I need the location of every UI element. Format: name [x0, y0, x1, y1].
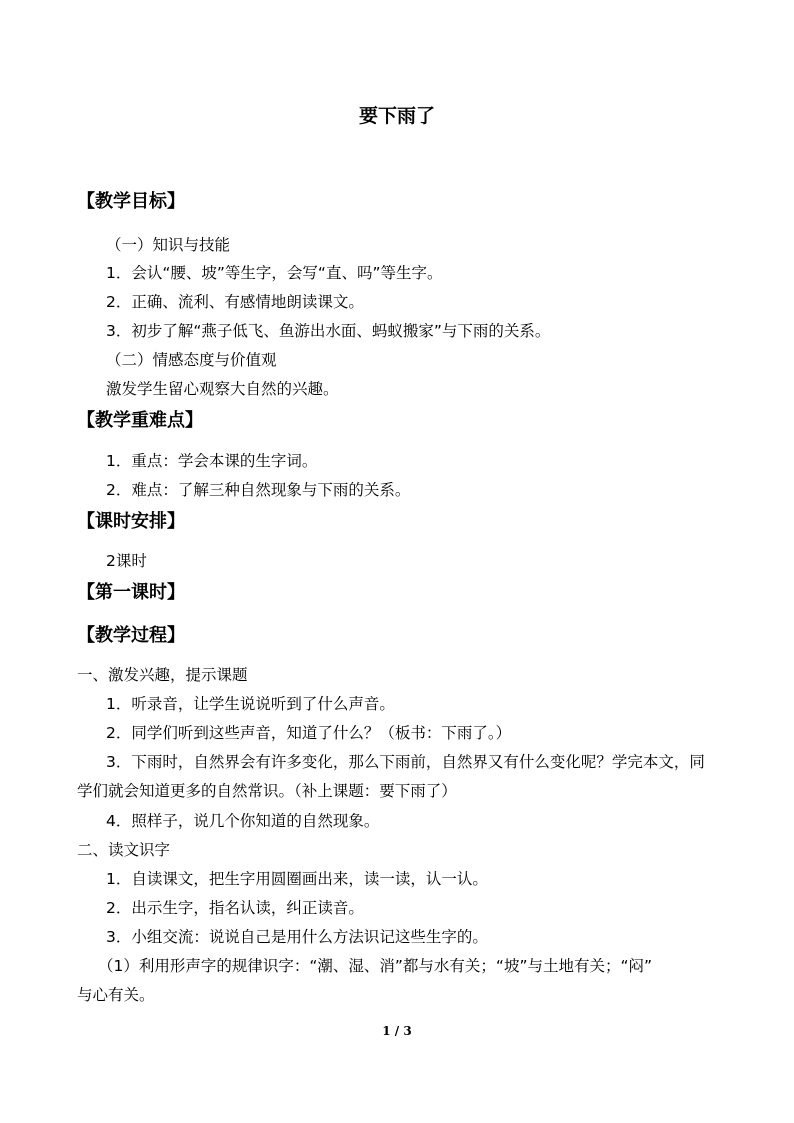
subheading-knowledge-skills: （一）知识与技能: [106, 236, 231, 254]
process-part2-title: 二、读文识字: [77, 841, 171, 859]
goal-item-1: 1．会认“腰、坡”等生字，会写“直、吗”等生字。: [106, 264, 443, 282]
heading-teaching-goals: 【教学目标】: [77, 191, 185, 212]
process-part1-item-3-continued: 学们就会知道更多的自然常识。（补上课题：要下雨了）: [77, 782, 457, 800]
heading-schedule: 【课时安排】: [77, 511, 185, 532]
heading-first-lesson: 【第一课时】: [77, 582, 185, 603]
process-part2-item-3: 3．小组交流：说说自己是用什么方法识记这些生字的。: [106, 928, 488, 946]
process-part1-item-1: 1．听录音，让学生说说听到了什么声音。: [106, 695, 395, 713]
heading-key-difficult-points: 【教学重难点】: [77, 410, 203, 431]
heading-teaching-process: 【教学过程】: [77, 625, 185, 646]
page-number: 1 / 3: [382, 1024, 412, 1038]
process-part1-item-2: 2．同学们听到这些声音，知道了什么？（板书：下雨了。）: [106, 724, 512, 742]
process-part2-item-3-1-continued: 与心有关。: [77, 986, 155, 1004]
process-part1-item-3: 3．下雨时，自然界会有许多变化，那么下雨前，自然界又有什么变化呢？学完本文，同: [106, 753, 705, 771]
process-part2-item-2: 2．出示生字，指名认读，纠正读音。: [106, 899, 364, 917]
schedule-text: 2课时: [106, 552, 147, 570]
goal-item-2: 2．正确、流利、有感情地朗读课文。: [106, 293, 364, 311]
subheading-emotion-values: （二）情感态度与价值观: [106, 351, 277, 369]
keypoint-item-1: 1．重点：学会本课的生字词。: [106, 452, 318, 470]
emotion-values-text: 激发学生留心观察大自然的兴趣。: [106, 380, 339, 398]
process-part1-title: 一、激发兴趣，提示课题: [77, 666, 248, 684]
keypoint-item-2: 2．难点：了解三种自然现象与下雨的关系。: [106, 481, 411, 499]
document-title: 要下雨了: [358, 105, 435, 127]
goal-item-3: 3．初步了解“燕子低飞、鱼游出水面、蚂蚁搬家”与下雨的关系。: [106, 322, 551, 340]
process-part2-item-1: 1．自读课文，把生字用圆圈画出来，读一读，认一认。: [106, 870, 488, 888]
process-part1-item-4: 4．照样子，说几个你知道的自然现象。: [106, 812, 380, 830]
process-part2-item-3-1: （1）利用形声字的规律识字：“潮、湿、消”都与水有关；“坡”与土地有关；“闷”: [98, 957, 653, 975]
